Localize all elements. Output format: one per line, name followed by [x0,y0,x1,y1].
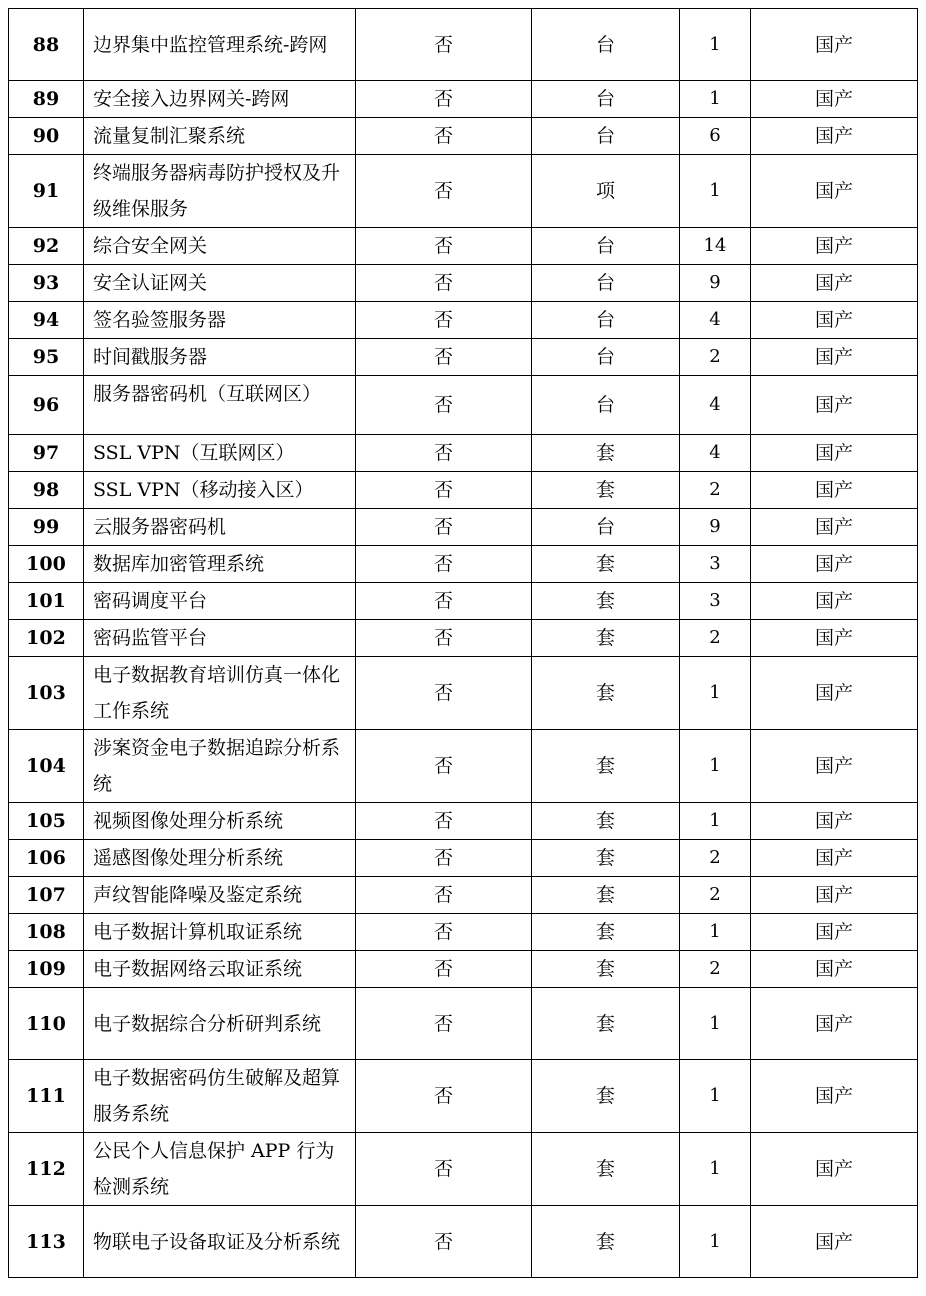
row-number-cell: 99 [9,509,84,546]
import-flag-cell: 否 [356,509,532,546]
unit-cell: 台 [532,509,680,546]
quantity-cell: 1 [680,1206,751,1278]
table-row [9,1060,918,1133]
origin-cell: 国产 [751,914,918,951]
row-number-cell: 92 [9,228,84,265]
quantity-cell: 1 [680,914,751,951]
unit-cell: 套 [532,1133,680,1206]
origin-cell: 国产 [751,1133,918,1206]
import-flag-cell: 否 [356,877,532,914]
quantity-cell: 2 [680,951,751,988]
import-flag-cell: 否 [356,155,532,228]
item-name-cell: 签名验签服务器 [84,302,356,339]
import-flag-cell: 否 [356,1206,532,1278]
row-number-cell: 102 [9,620,84,657]
origin-cell: 国产 [751,509,918,546]
import-flag-cell: 否 [356,376,532,435]
item-name-cell: 服务器密码机（互联网区） [84,376,356,435]
origin-cell: 国产 [751,265,918,302]
origin-cell: 国产 [751,228,918,265]
unit-cell: 项 [532,155,680,228]
unit-cell: 台 [532,302,680,339]
unit-cell: 套 [532,620,680,657]
origin-cell: 国产 [751,988,918,1060]
row-number-cell: 112 [9,1133,84,1206]
unit-cell: 台 [532,9,680,81]
row-number-cell: 103 [9,657,84,730]
row-number-cell: 108 [9,914,84,951]
quantity-cell: 1 [680,81,751,118]
import-flag-cell: 否 [356,988,532,1060]
unit-cell: 套 [532,803,680,840]
origin-cell: 国产 [751,118,918,155]
row-number-cell: 101 [9,583,84,620]
import-flag-cell: 否 [356,657,532,730]
origin-cell: 国产 [751,657,918,730]
unit-cell: 台 [532,265,680,302]
unit-cell: 台 [532,228,680,265]
table-row [9,265,918,302]
quantity-cell: 2 [680,620,751,657]
quantity-cell: 9 [680,509,751,546]
origin-cell: 国产 [751,951,918,988]
quantity-cell: 2 [680,339,751,376]
row-number-cell: 89 [9,81,84,118]
row-number-cell: 88 [9,9,84,81]
quantity-cell: 9 [680,265,751,302]
table-row [9,339,918,376]
row-number-cell: 105 [9,803,84,840]
origin-cell: 国产 [751,376,918,435]
table-row [9,9,918,81]
item-name-cell: 电子数据教育培训仿真一体化工作系统 [84,657,356,730]
origin-cell: 国产 [751,435,918,472]
item-name-cell: 声纹智能降噪及鉴定系统 [84,877,356,914]
quantity-cell: 3 [680,583,751,620]
item-name-cell: 安全认证网关 [84,265,356,302]
row-number-cell: 98 [9,472,84,509]
unit-cell: 套 [532,730,680,803]
row-number-cell: 107 [9,877,84,914]
table-row [9,657,918,730]
item-name-cell: 时间戳服务器 [84,339,356,376]
import-flag-cell: 否 [356,583,532,620]
row-number-cell: 94 [9,302,84,339]
quantity-cell: 1 [680,1060,751,1133]
quantity-cell: 1 [680,9,751,81]
item-name-cell: 涉案资金电子数据追踪分析系统 [84,730,356,803]
unit-cell: 套 [532,877,680,914]
quantity-cell: 1 [680,1133,751,1206]
import-flag-cell: 否 [356,118,532,155]
item-name-cell: 综合安全网关 [84,228,356,265]
item-name-cell: 遥感图像处理分析系统 [84,840,356,877]
unit-cell: 套 [532,472,680,509]
table-row [9,118,918,155]
quantity-cell: 2 [680,472,751,509]
origin-cell: 国产 [751,1206,918,1278]
import-flag-cell: 否 [356,81,532,118]
quantity-cell: 2 [680,840,751,877]
unit-cell: 套 [532,546,680,583]
origin-cell: 国产 [751,803,918,840]
origin-cell: 国产 [751,155,918,228]
item-name-cell: 电子数据综合分析研判系统 [84,988,356,1060]
unit-cell: 套 [532,988,680,1060]
origin-cell: 国产 [751,620,918,657]
unit-cell: 套 [532,435,680,472]
import-flag-cell: 否 [356,620,532,657]
unit-cell: 套 [532,840,680,877]
import-flag-cell: 否 [356,546,532,583]
item-name-cell: 电子数据计算机取证系统 [84,914,356,951]
item-name-cell: 数据库加密管理系统 [84,546,356,583]
table-row [9,877,918,914]
table-row [9,435,918,472]
import-flag-cell: 否 [356,9,532,81]
table-row [9,1133,918,1206]
item-name-cell: SSL VPN（互联网区） [84,435,356,472]
table-row [9,840,918,877]
row-number-cell: 111 [9,1060,84,1133]
quantity-cell: 14 [680,228,751,265]
import-flag-cell: 否 [356,435,532,472]
origin-cell: 国产 [751,730,918,803]
row-number-cell: 106 [9,840,84,877]
origin-cell: 国产 [751,9,918,81]
origin-cell: 国产 [751,546,918,583]
table-row [9,803,918,840]
item-name-cell: 云服务器密码机 [84,509,356,546]
item-name-cell: 物联电子设备取证及分析系统 [84,1206,356,1278]
table-row [9,228,918,265]
unit-cell: 台 [532,339,680,376]
row-number-cell: 96 [9,376,84,435]
unit-cell: 套 [532,657,680,730]
origin-cell: 国产 [751,840,918,877]
table-row [9,376,918,435]
import-flag-cell: 否 [356,914,532,951]
item-name-cell: 边界集中监控管理系统-跨网 [84,9,356,81]
import-flag-cell: 否 [356,1133,532,1206]
quantity-cell: 4 [680,435,751,472]
row-number-cell: 97 [9,435,84,472]
table-row [9,583,918,620]
table-row [9,302,918,339]
row-number-cell: 110 [9,988,84,1060]
item-name-cell: 电子数据网络云取证系统 [84,951,356,988]
quantity-cell: 4 [680,376,751,435]
quantity-cell: 2 [680,877,751,914]
quantity-cell: 1 [680,155,751,228]
import-flag-cell: 否 [356,803,532,840]
origin-cell: 国产 [751,472,918,509]
equipment-table [8,8,918,1278]
unit-cell: 台 [532,118,680,155]
table-row [9,730,918,803]
table-row [9,914,918,951]
import-flag-cell: 否 [356,1060,532,1133]
import-flag-cell: 否 [356,840,532,877]
row-number-cell: 100 [9,546,84,583]
row-number-cell: 113 [9,1206,84,1278]
origin-cell: 国产 [751,877,918,914]
item-name-cell: SSL VPN（移动接入区） [84,472,356,509]
table-row [9,81,918,118]
quantity-cell: 1 [680,988,751,1060]
item-name-cell: 公民个人信息保护 APP 行为检测系统 [84,1133,356,1206]
table-row [9,951,918,988]
import-flag-cell: 否 [356,730,532,803]
import-flag-cell: 否 [356,228,532,265]
origin-cell: 国产 [751,81,918,118]
origin-cell: 国产 [751,1060,918,1133]
item-name-cell: 终端服务器病毒防护授权及升级维保服务 [84,155,356,228]
quantity-cell: 1 [680,803,751,840]
table-row [9,472,918,509]
table-body [9,9,918,1278]
unit-cell: 套 [532,1060,680,1133]
item-name-cell: 安全接入边界网关-跨网 [84,81,356,118]
origin-cell: 国产 [751,583,918,620]
quantity-cell: 4 [680,302,751,339]
unit-cell: 套 [532,583,680,620]
table-row [9,1206,918,1278]
row-number-cell: 109 [9,951,84,988]
table-row [9,155,918,228]
unit-cell: 套 [532,951,680,988]
unit-cell: 套 [532,914,680,951]
table-row [9,620,918,657]
import-flag-cell: 否 [356,472,532,509]
import-flag-cell: 否 [356,302,532,339]
table-row [9,988,918,1060]
unit-cell: 台 [532,81,680,118]
import-flag-cell: 否 [356,951,532,988]
item-name-cell: 流量复制汇聚系统 [84,118,356,155]
item-name-cell: 密码调度平台 [84,583,356,620]
unit-cell: 套 [532,1206,680,1278]
row-number-cell: 104 [9,730,84,803]
unit-cell: 台 [532,376,680,435]
row-number-cell: 90 [9,118,84,155]
origin-cell: 国产 [751,339,918,376]
row-number-cell: 93 [9,265,84,302]
quantity-cell: 6 [680,118,751,155]
row-number-cell: 95 [9,339,84,376]
quantity-cell: 3 [680,546,751,583]
origin-cell: 国产 [751,302,918,339]
item-name-cell: 电子数据密码仿生破解及超算服务系统 [84,1060,356,1133]
quantity-cell: 1 [680,657,751,730]
row-number-cell: 91 [9,155,84,228]
item-name-cell: 密码监管平台 [84,620,356,657]
quantity-cell: 1 [680,730,751,803]
table-row [9,509,918,546]
import-flag-cell: 否 [356,339,532,376]
import-flag-cell: 否 [356,265,532,302]
item-name-cell: 视频图像处理分析系统 [84,803,356,840]
table-row [9,546,918,583]
